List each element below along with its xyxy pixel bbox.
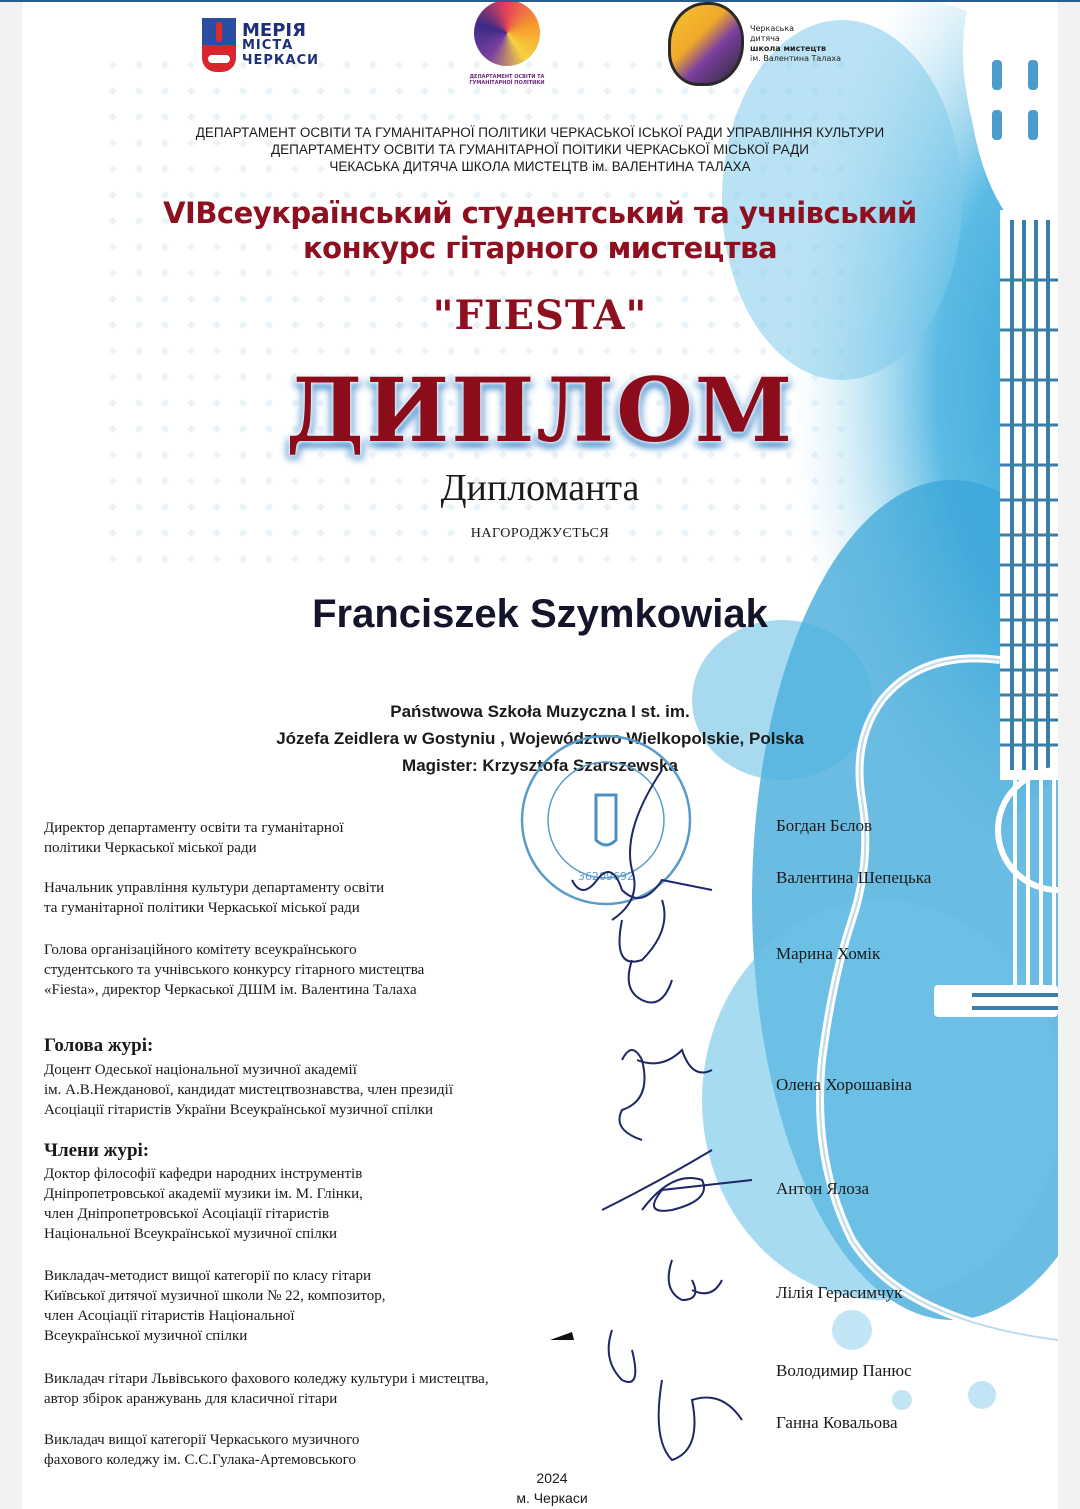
official-role: Директор департаменту освіти та гуманітарної політики Черкаської міської ради bbox=[44, 820, 344, 856]
education-department-logo bbox=[452, 0, 562, 86]
official-role: Голова організаційного комітету всеукраїнського студентського та учнівського конкурсу гітарного мистецтва «Fiesta», директор Черкаської ДШМ ім. Валентина Талаха bbox=[44, 942, 425, 998]
jury-members-heading: Члени журі: bbox=[44, 1140, 150, 1161]
svg-text:36209692: 36209692 bbox=[578, 870, 634, 883]
official-name: Богдан Бєлов bbox=[776, 816, 872, 835]
competition-title bbox=[22, 196, 1058, 266]
issue-footer bbox=[502, 1468, 602, 1508]
palette-violin-icon bbox=[668, 2, 744, 86]
recipient-name: Franciszek Szymkowiak bbox=[312, 592, 768, 636]
jury-chair-role: Доцент Одеської національної музичної академії ім. А.В.Нежданової, кандидат мистецтвознавства, член президії Асоціації гітаристів України Всеукраїнської музичної спілки bbox=[44, 1062, 453, 1118]
jury-chair-heading: Голова журі: bbox=[44, 1035, 154, 1056]
issue-year: 2024 bbox=[536, 1470, 568, 1486]
city-hall-logo bbox=[202, 18, 319, 72]
awarded-label: НАГОРОДЖУЄТЬСЯ bbox=[470, 526, 610, 541]
official-name: Валентина Шепецька bbox=[776, 868, 932, 887]
jury-member-name: Ганна Ковальова bbox=[776, 1413, 898, 1432]
logo-text: ЧЕРКАСИ bbox=[242, 52, 320, 68]
diploma-page bbox=[22, 0, 1058, 1509]
organizer-line: ДЕПАРТАМЕНТУ ОСВІТИ ТА ГУМАНІТАРНОЇ ПОІТИКИ ЧЕРКАСЬКОЇ МІСЬКОЇ РАДИ bbox=[271, 142, 809, 157]
jury-member-name: Антон Ялоза bbox=[776, 1179, 870, 1198]
logo-caption: ГУМАНІТАРНОЇ ПОЛІТИКИ bbox=[469, 80, 545, 86]
department-emblem-icon bbox=[474, 0, 540, 66]
jury-member-role: Доктор філософії кафедри народних інструментів Дніпропетровської академії музики ім. М. Глінки, член Дніпропетровської Асоціації гітаристів Національної Всеукраїнської музичної спілки bbox=[44, 1166, 363, 1242]
diploma-title: ДИПЛОМ bbox=[285, 358, 795, 462]
school-line: Józefa Zeidlera w Gostyniu , Województwo Wielkopolskie, Polska bbox=[276, 729, 804, 748]
issue-city: м. Черкаси bbox=[516, 1490, 588, 1506]
logo-text: ім. Валентина Талаха bbox=[750, 54, 841, 63]
diploma-subtitle: Дипломанта bbox=[440, 467, 640, 509]
logo-caption: ДЕПАРТАМЕНТ ОСВІТИ ТА bbox=[469, 74, 545, 80]
trident-icon bbox=[596, 795, 616, 845]
logo-text: Черкаська bbox=[750, 24, 795, 33]
competition-name: "FIESTA" bbox=[432, 292, 648, 339]
official-name: Марина Хомік bbox=[776, 944, 881, 963]
logo-text: МІСТА bbox=[242, 37, 294, 53]
official-stamp bbox=[516, 730, 696, 910]
cherkasy-crest-icon bbox=[202, 18, 236, 72]
official-role: Начальник управління культури департаменту освіти та гуманітарної політики Черкаської міської ради bbox=[44, 880, 385, 916]
competition-title-line: VIВсеукраїнський студентський та учнівський bbox=[163, 196, 917, 230]
organizers-block bbox=[22, 124, 1058, 175]
organizer-line: ДЕПАРТАМЕНТ ОСВІТИ ТА ГУМАНІТАРНОЇ ПОЛІТИКИ ЧЕРКАСЬКОЇ ІСЬКОЇ РАДИ УПРАВЛІННЯ КУЛЬТУРИ bbox=[195, 125, 885, 140]
teacher-line: Magister: Krzysztofa Szarszewska bbox=[402, 756, 678, 775]
jury-member-name: Лілія Герасимчук bbox=[776, 1283, 903, 1302]
jury-member-role: Викладач гітари Львівського фахового коледжу культури і мистецтва, автор збірок аранжувань для класичної гітари bbox=[44, 1371, 489, 1407]
school-line: Państwowa Szkoła Muzyczna I st. im. bbox=[390, 702, 690, 721]
jury-member-name: Володимир Панюс bbox=[776, 1361, 912, 1380]
jury-member-role: Викладач вищої категорії Черкаського музичного фахового коледжу ім. С.С.Гулака-Артемовського bbox=[44, 1432, 360, 1468]
logo-text: дитяча bbox=[750, 34, 780, 43]
organizer-line: ЧЕКАСЬКА ДИТЯЧА ШКОЛА МИСТЕЦТВ ім. ВАЛЕНТИНА ТАЛАХА bbox=[329, 159, 751, 174]
logo-text: школа мистецтв bbox=[750, 44, 827, 53]
jury-chair-name: Олена Хорошавіна bbox=[776, 1075, 912, 1094]
competition-title-line: конкурс гітарного мистецтва bbox=[302, 231, 778, 265]
logo-text: МЕРІЯ bbox=[242, 19, 306, 41]
jury-member-role: Викладач-методист вищої категорії по класу гітари Київської дитячої музичної школи № 22, композитор, член Асоціації гітаристів Національної Всеукраїнської музичної спілки bbox=[44, 1268, 386, 1344]
top-border bbox=[0, 0, 1080, 2]
art-school-logo bbox=[668, 2, 841, 86]
